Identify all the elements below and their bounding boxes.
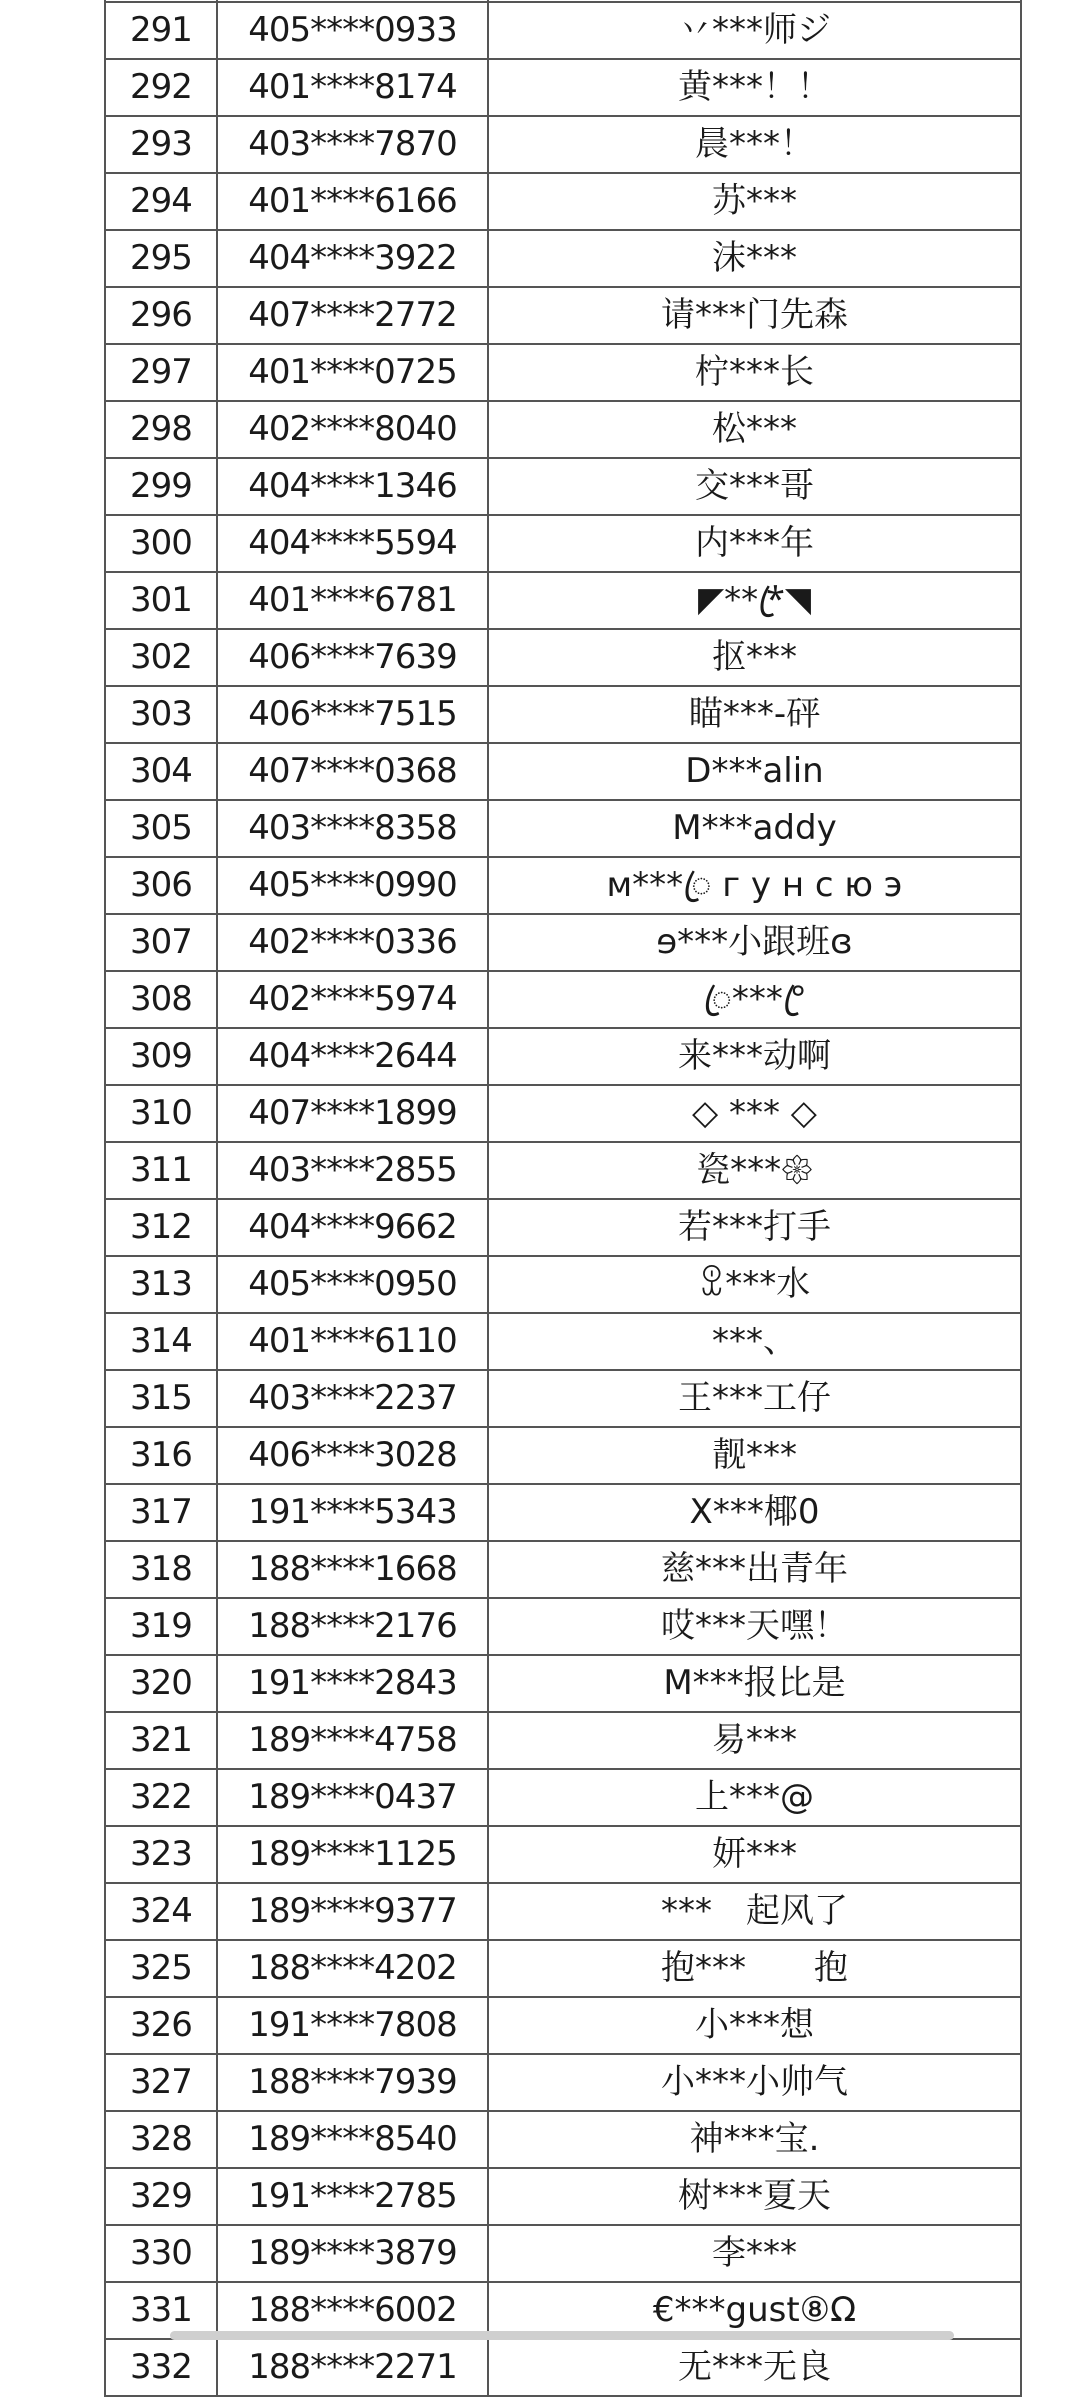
phone-cell: 189****1125: [217, 1826, 488, 1883]
row-number-cell: 293: [105, 116, 217, 173]
row-number-cell: 321: [105, 1712, 217, 1769]
table-row: [105, 2111, 1021, 2168]
row-number-cell: 304: [105, 743, 217, 800]
nickname-cell: 请***门先森: [488, 287, 1021, 344]
table-row: [105, 2054, 1021, 2111]
row-number-cell: 301: [105, 572, 217, 629]
phone-cell: 191****2843: [217, 1655, 488, 1712]
nickname-cell: ɘ***小跟班ɞ: [488, 914, 1021, 971]
nickname-cell: ◤***ꦿ◥: [488, 572, 1021, 629]
nickname-cell: 若***打手: [488, 1199, 1021, 1256]
nickname-cell: 小***小帅气: [488, 2054, 1021, 2111]
row-number-cell: 308: [105, 971, 217, 1028]
phone-cell: 403****7870: [217, 116, 488, 173]
row-number-cell: 331: [105, 2282, 217, 2339]
row-number-cell: 328: [105, 2111, 217, 2168]
nickname-cell: м***ꦿ г у н с ю э: [488, 857, 1021, 914]
table-row: [105, 1541, 1021, 1598]
table-row: [105, 1655, 1021, 1712]
nickname-cell: 树***夏天: [488, 2168, 1021, 2225]
table-row: [105, 2339, 1021, 2396]
row-number-cell: 312: [105, 1199, 217, 1256]
table-row: [105, 629, 1021, 686]
nickname-cell: *** 起风了: [488, 1883, 1021, 1940]
row-number-cell: 292: [105, 59, 217, 116]
phone-cell: 188****7939: [217, 2054, 488, 2111]
table-row: [105, 1940, 1021, 1997]
phone-cell: 407****2772: [217, 287, 488, 344]
nickname-cell: 内***年: [488, 515, 1021, 572]
nickname-cell: 丷***师ジ: [488, 2, 1021, 59]
nickname-cell: 靓***: [488, 1427, 1021, 1484]
table-row: [105, 1712, 1021, 1769]
phone-cell: 401****6110: [217, 1313, 488, 1370]
table-row: [105, 59, 1021, 116]
row-number-cell: 298: [105, 401, 217, 458]
nickname-cell: 王***工仔: [488, 1370, 1021, 1427]
row-number-cell: 323: [105, 1826, 217, 1883]
row-number-cell: 318: [105, 1541, 217, 1598]
nickname-cell: ◇ *** ◇: [488, 1085, 1021, 1142]
phone-cell: 404****1346: [217, 458, 488, 515]
phone-cell: 188****4202: [217, 1940, 488, 1997]
nickname-cell: ꦿ***°ꦿ: [488, 971, 1021, 1028]
nickname-cell: 上***@: [488, 1769, 1021, 1826]
row-number-cell: 315: [105, 1370, 217, 1427]
phone-cell: 405****0950: [217, 1256, 488, 1313]
table-row: [105, 1484, 1021, 1541]
phone-cell: 189****9377: [217, 1883, 488, 1940]
phone-cell: 191****2785: [217, 2168, 488, 2225]
row-number-cell: 295: [105, 230, 217, 287]
phone-cell: 191****7808: [217, 1997, 488, 2054]
table-row: [105, 1370, 1021, 1427]
nickname-cell: 苏***: [488, 173, 1021, 230]
nickname-cell: 神***宝.: [488, 2111, 1021, 2168]
row-number-cell: 291: [105, 2, 217, 59]
phone-cell: 189****0437: [217, 1769, 488, 1826]
phone-cell: 405****0933: [217, 2, 488, 59]
row-number-cell: 299: [105, 458, 217, 515]
phone-cell: 403****8358: [217, 800, 488, 857]
phone-cell: 406****3028: [217, 1427, 488, 1484]
table-row: [105, 1256, 1021, 1313]
phone-cell: 188****1668: [217, 1541, 488, 1598]
phone-cell: 401****8174: [217, 59, 488, 116]
nickname-cell: X***椰0: [488, 1484, 1021, 1541]
nickname-cell: 交***哥: [488, 458, 1021, 515]
phone-cell: 407****0368: [217, 743, 488, 800]
nickname-cell: M***addy: [488, 800, 1021, 857]
phone-cell: 191****5343: [217, 1484, 488, 1541]
row-number-cell: 311: [105, 1142, 217, 1199]
phone-cell: 402****8040: [217, 401, 488, 458]
nickname-cell: 松***: [488, 401, 1021, 458]
row-number-cell: 302: [105, 629, 217, 686]
row-number-cell: 296: [105, 287, 217, 344]
row-number-cell: 329: [105, 2168, 217, 2225]
table-row: [105, 2, 1021, 59]
nickname-cell: 晨***！: [488, 116, 1021, 173]
row-number-cell: 310: [105, 1085, 217, 1142]
phone-cell: 402****5974: [217, 971, 488, 1028]
row-number-cell: 319: [105, 1598, 217, 1655]
table-row: [105, 1142, 1021, 1199]
row-number-cell: 332: [105, 2339, 217, 2396]
table-row: [105, 1313, 1021, 1370]
phone-cell: 188****2176: [217, 1598, 488, 1655]
row-number-cell: 324: [105, 1883, 217, 1940]
row-number-cell: 320: [105, 1655, 217, 1712]
nickname-cell: 哎***天嘿！: [488, 1598, 1021, 1655]
table-row: [105, 401, 1021, 458]
nickname-cell: 瞄***-砰: [488, 686, 1021, 743]
table-row: [105, 2225, 1021, 2282]
phone-cell: 404****5594: [217, 515, 488, 572]
nickname-cell: 无***无良: [488, 2339, 1021, 2396]
row-number-cell: 303: [105, 686, 217, 743]
table-body: [105, 0, 1021, 2396]
row-number-cell: 316: [105, 1427, 217, 1484]
row-number-cell: 297: [105, 344, 217, 401]
nickname-cell: 妍***: [488, 1826, 1021, 1883]
phone-cell: 405****0990: [217, 857, 488, 914]
phone-cell: 404****2644: [217, 1028, 488, 1085]
phone-cell: 401****6166: [217, 173, 488, 230]
phone-cell: 407****1899: [217, 1085, 488, 1142]
table-row: [105, 857, 1021, 914]
row-number-cell: 330: [105, 2225, 217, 2282]
phone-cell: 189****4758: [217, 1712, 488, 1769]
nickname-cell: 李***: [488, 2225, 1021, 2282]
nickname-cell: €***gust⑧Ω: [488, 2282, 1021, 2339]
table-row: [105, 743, 1021, 800]
table-row: [105, 572, 1021, 629]
table-row: [105, 287, 1021, 344]
table-row: [105, 1427, 1021, 1484]
nickname-cell: ꀾ***水: [488, 1256, 1021, 1313]
phone-cell: 188****2271: [217, 2339, 488, 2396]
row-number-cell: 322: [105, 1769, 217, 1826]
row-number-cell: 326: [105, 1997, 217, 2054]
row-number-cell: 314: [105, 1313, 217, 1370]
row-number-cell: 325: [105, 1940, 217, 1997]
nickname-cell: 来***动啊: [488, 1028, 1021, 1085]
table-row: [105, 1997, 1021, 2054]
table-row: [105, 344, 1021, 401]
table-row: [105, 458, 1021, 515]
phone-cell: 402****0336: [217, 914, 488, 971]
table-row: [105, 1826, 1021, 1883]
phone-cell: 401****0725: [217, 344, 488, 401]
table-row: [105, 173, 1021, 230]
phone-cell: 403****2855: [217, 1142, 488, 1199]
table-row: [105, 1883, 1021, 1940]
table-row: [105, 1028, 1021, 1085]
table-row: [105, 1199, 1021, 1256]
nickname-cell: D***alin: [488, 743, 1021, 800]
table-row: [105, 1598, 1021, 1655]
row-number-cell: 294: [105, 173, 217, 230]
phone-cell: 189****8540: [217, 2111, 488, 2168]
table-row: [105, 230, 1021, 287]
table-row: [105, 971, 1021, 1028]
phone-cell: 406****7639: [217, 629, 488, 686]
nickname-cell: 沫***: [488, 230, 1021, 287]
row-number-cell: 307: [105, 914, 217, 971]
row-number-cell: 313: [105, 1256, 217, 1313]
phone-cell: 401****6781: [217, 572, 488, 629]
nickname-cell: 瓷***𑁍: [488, 1142, 1021, 1199]
table-row: [105, 116, 1021, 173]
nickname-cell: 慈***出青年: [488, 1541, 1021, 1598]
row-number-cell: 306: [105, 857, 217, 914]
table-row: [105, 515, 1021, 572]
row-number-cell: 305: [105, 800, 217, 857]
nickname-cell: M***报比是: [488, 1655, 1021, 1712]
nickname-cell: 小***想: [488, 1997, 1021, 2054]
nickname-cell: 柠***长: [488, 344, 1021, 401]
table-row: [105, 914, 1021, 971]
phone-cell: 404****3922: [217, 230, 488, 287]
table-row: [105, 2168, 1021, 2225]
phone-cell: 189****3879: [217, 2225, 488, 2282]
horizontal-scrollbar[interactable]: [170, 2331, 954, 2340]
nickname-cell: ***、: [488, 1313, 1021, 1370]
nickname-cell: 黄***！！: [488, 59, 1021, 116]
phone-cell: 403****2237: [217, 1370, 488, 1427]
winner-list-table: [104, 0, 1022, 2397]
phone-cell: 406****7515: [217, 686, 488, 743]
phone-cell: 404****9662: [217, 1199, 488, 1256]
row-number-cell: 300: [105, 515, 217, 572]
nickname-cell: 抠***: [488, 629, 1021, 686]
table-row: [105, 1769, 1021, 1826]
row-number-cell: 327: [105, 2054, 217, 2111]
nickname-cell: 易***: [488, 1712, 1021, 1769]
nickname-cell: 抱*** 抱: [488, 1940, 1021, 1997]
table-row: [105, 686, 1021, 743]
table-row: [105, 800, 1021, 857]
row-number-cell: 309: [105, 1028, 217, 1085]
row-number-cell: 317: [105, 1484, 217, 1541]
table-row: [105, 1085, 1021, 1142]
phone-cell: 188****6002: [217, 2282, 488, 2339]
